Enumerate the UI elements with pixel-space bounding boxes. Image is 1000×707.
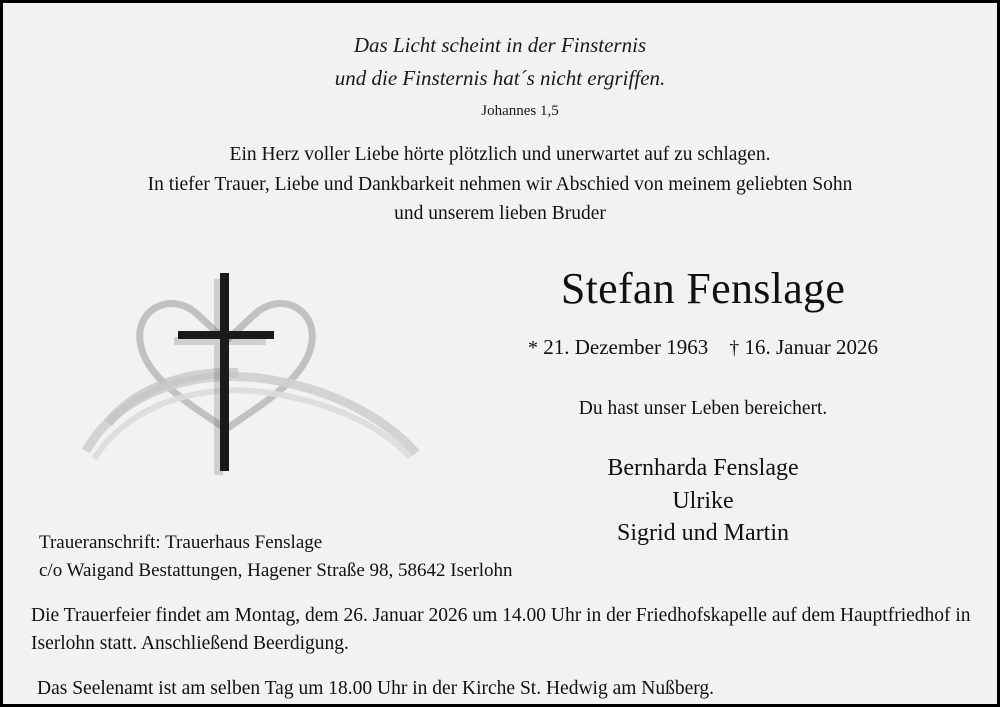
survivors-list [433,452,973,549]
verse-block [3,29,997,94]
tribute-text: Du hast unser Leben bereichert. [578,398,828,420]
intro-line-1: Ein Herz voller Liebe hörte plötzlich und unerwartet auf zu schlagen. [229,144,771,166]
survivor-item: Bernharda Fenslage [607,455,799,482]
service-details [3,602,997,703]
intro-block [3,140,997,229]
birth-date: 21. Dezember 1963 [543,335,709,360]
death-symbol: † [729,337,740,360]
verse-source: Johannes 1,5 [481,103,559,120]
survivor-item: Sigrid und Martin [617,520,789,547]
memorial-mass-text: Das Seelenamt ist am selben Tag um 18.00 Uhr in der Kirche St. Hedwig am Nußberg. [37,677,715,699]
survivor-item: Ulrike [672,487,734,514]
verse-line-1: Das Licht scheint in der Finsternis [353,33,647,57]
funeral-ceremony-text: Die Trauerfeier findet am Montag, dem 26. Januar 2026 um 14.00 Uhr in der Friedhofskapelle auf dem Hauptfriedhof in Iserlohn statt. Anschließend Beerdigung. [31,604,971,655]
address-line-2: c/o Waigand Bestattungen, Hagener Straße 98, 58642 Iserlohn [39,560,513,582]
birth-symbol: * [527,337,538,360]
obituary-content [3,3,997,704]
intro-line-3: und unserem lieben Bruder [394,203,606,225]
address-line-1: Traueranschrift: Trauerhaus Fenslage [39,531,323,553]
intro-line-2: In tiefer Trauer, Liebe und Dankbarkeit nehmen wir Abschied von meinem geliebten Sohn [147,173,853,195]
death-date: 16. Januar 2026 [744,335,879,360]
cross-heart-emblem [78,253,428,483]
deceased-name: Stefan Fenslage [560,263,846,313]
name-block [433,243,973,550]
verse-line-2: und die Finsternis hat´s nicht ergriffen. [334,65,666,90]
life-dates [433,335,973,360]
